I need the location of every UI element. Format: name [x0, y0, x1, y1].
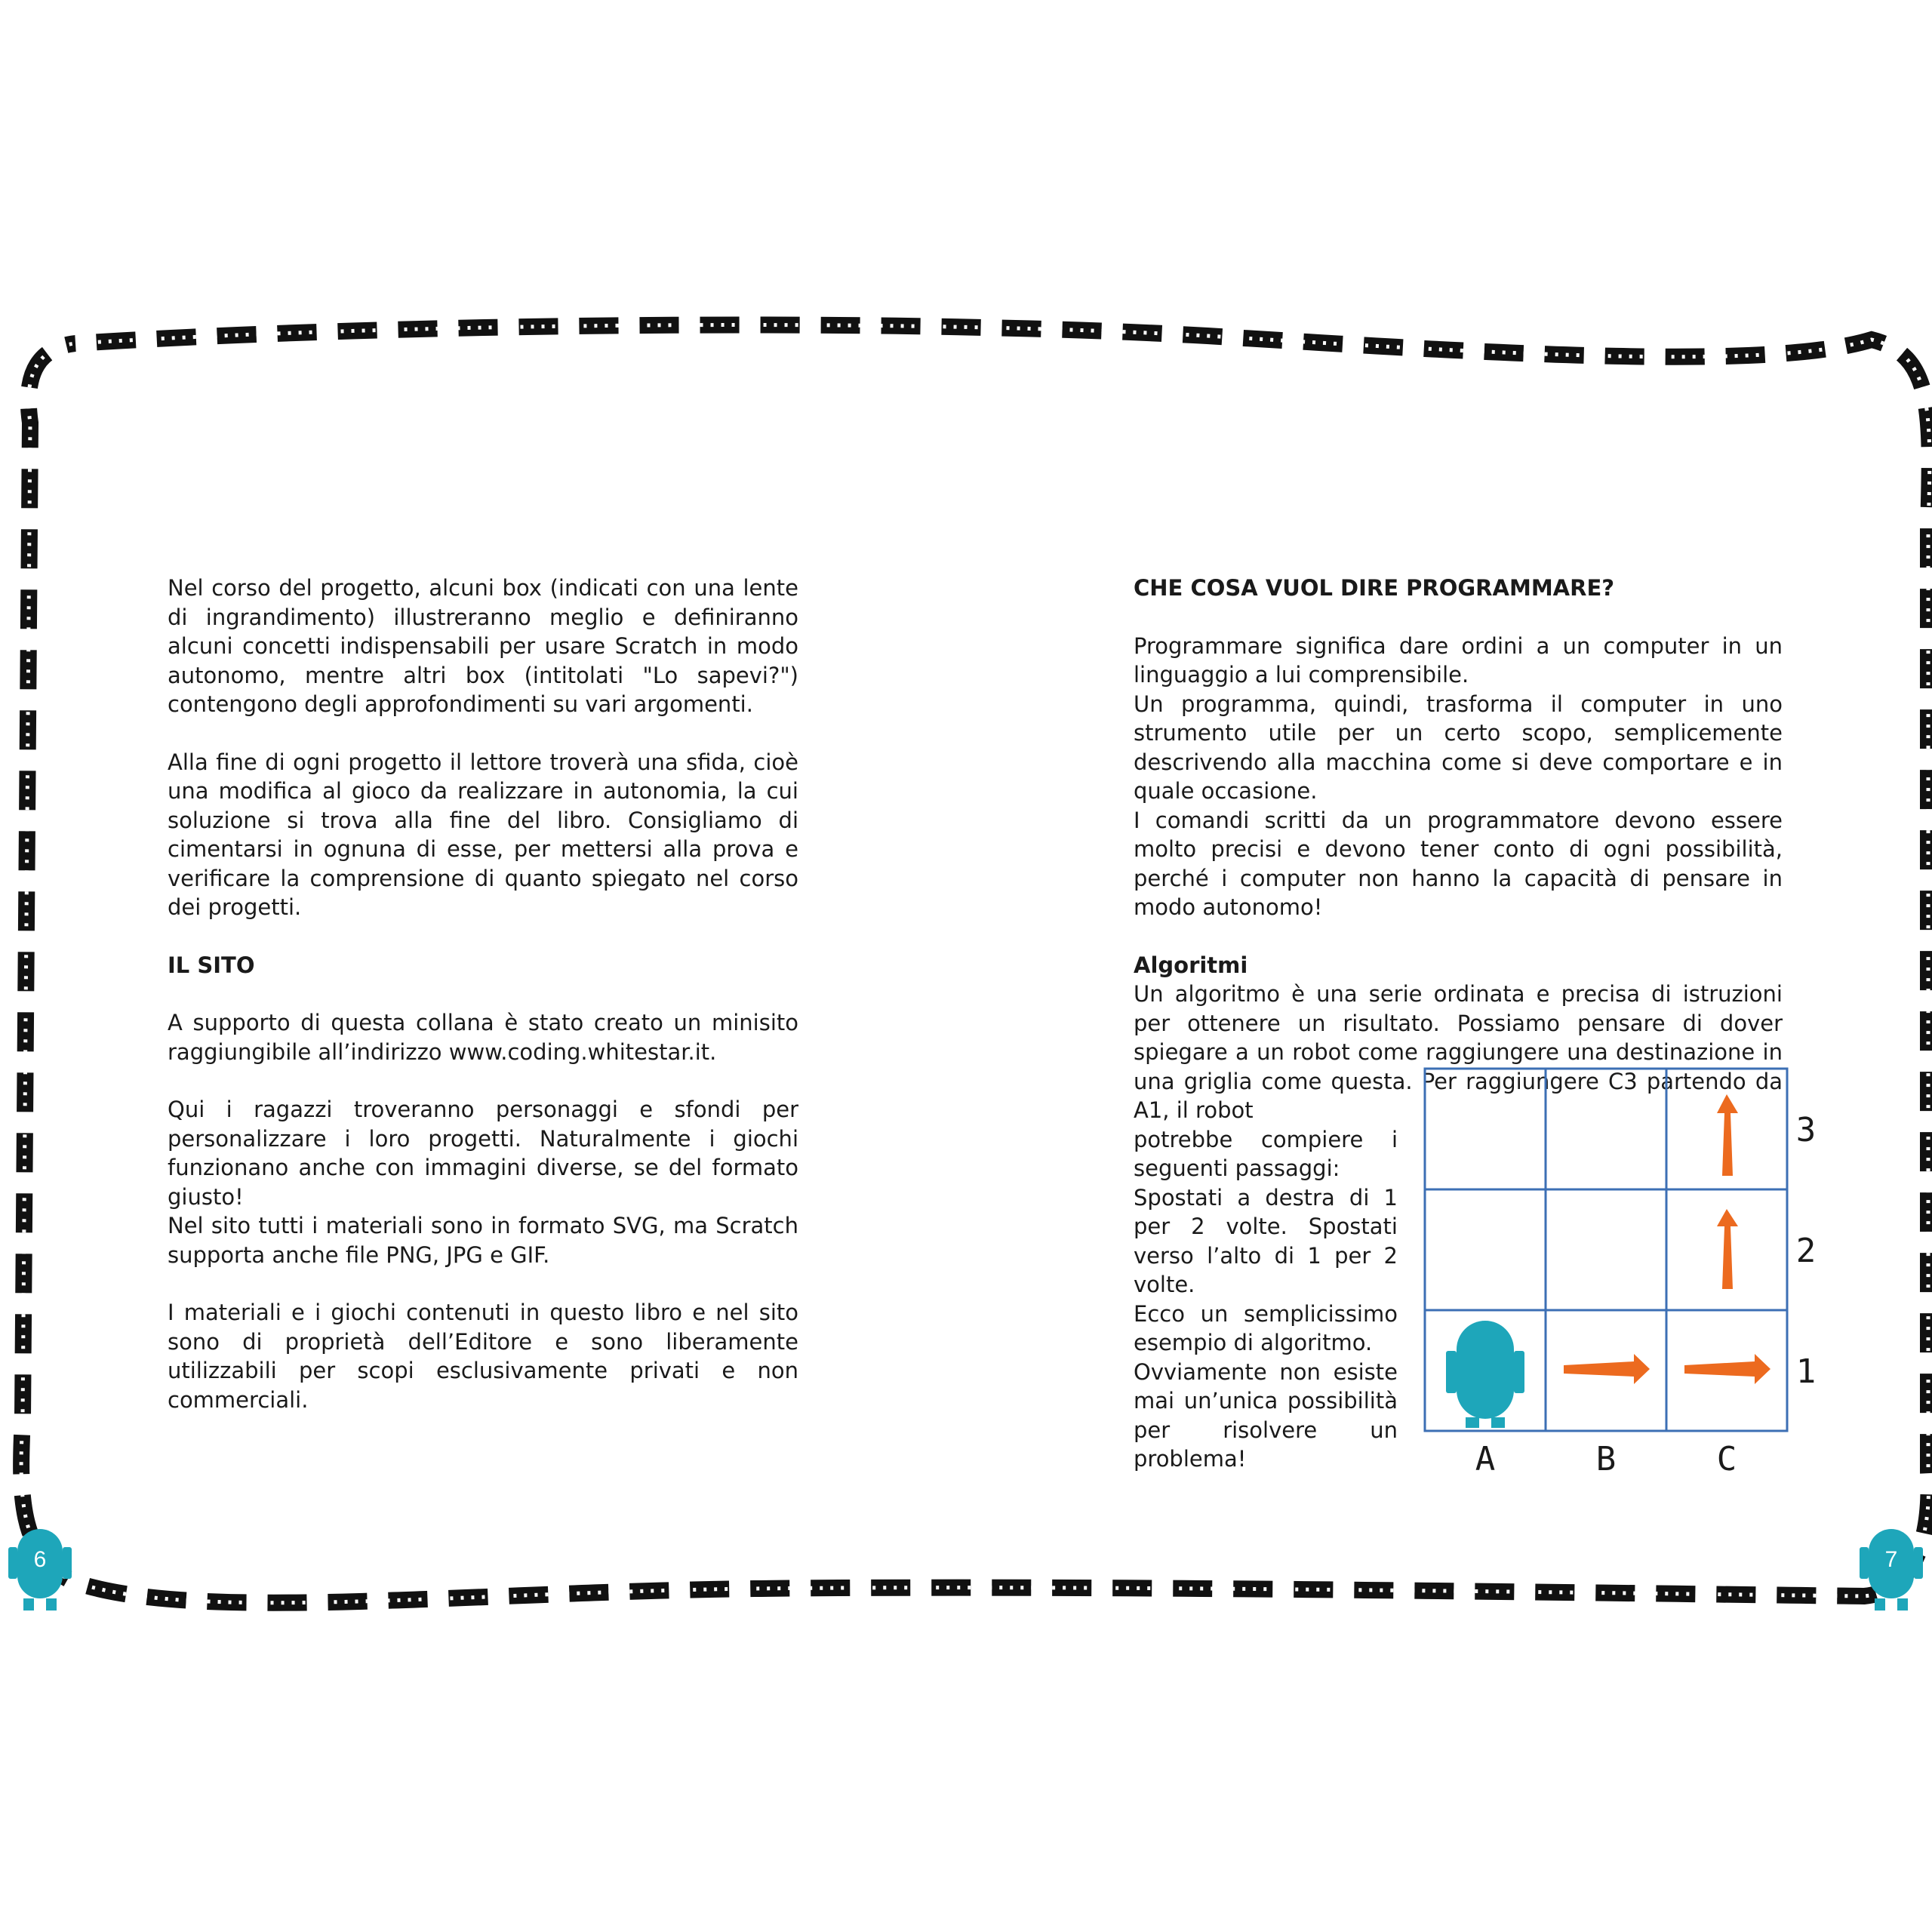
- site-heading: IL SITO: [168, 952, 255, 978]
- programming-heading: CHE COSA VUOL DIRE PROGRAMMARE?: [1134, 575, 1615, 601]
- algorithms-intro: Un algoritmo è una serie ordinata e precisa di istruzioni per ottenere un risultato. Possiamo pensare di dover spiegare a un robot come raggiungere una destinazione in una griglia come questa. Per raggiungere C3 partendo da A1, il robot: [1134, 981, 1783, 1123]
- arrow-right-icon: [1684, 1354, 1770, 1384]
- formats-paragraph: Nel sito tutti i materiali sono in formato SVG, ma Scratch supporta anche file PNG, JPG e GIF.: [168, 1213, 798, 1268]
- grid-column-label: C: [1716, 1440, 1737, 1478]
- algorithms-heading: Algoritmi: [1134, 952, 1248, 978]
- grid-row-label: 3: [1795, 1111, 1817, 1149]
- page-number-right: 7: [1884, 1547, 1898, 1572]
- intro-paragraph: Nel corso del progetto, alcuni box (indicati con una lente di ingrandimento) illustreranno meglio e definiranno alcuni concetti indispensabili per usare Scratch in modo autonomo, mentre altri box (intitolati "Lo sapevi?") contengono degli approfondimenti su vari argomenti.: [168, 575, 798, 717]
- programming-paragraph-1: Programmare significa dare ordini a un computer in un linguaggio a lui comprensibile.: [1134, 632, 1783, 688]
- characters-paragraph: Qui i ragazzi troveranno personaggi e sfondi per personalizzare i loro progetti. Naturalmente i giochi funzionano anche con immagini diverse, se del formato giusto!: [168, 1097, 798, 1210]
- page-number-left: 6: [33, 1547, 47, 1572]
- challenge-paragraph: Alla fine di ogni progetto il lettore troverà una sfida, cioè una modifica al gioco da realizzare in autonomia, la cui soluzione si trova alla fine del libro. Consigliamo di cimentarsi in ognuna di esse, per mettersi alla prova e verificare la comprensione di quanto spiegato nel corso dei progetti.: [168, 749, 798, 920]
- arrow-up-icon: [1717, 1209, 1738, 1289]
- copyright-paragraph: I materiali e i giochi contenuti in questo libro e nel sito sono di proprietà dell’Editore e sono liberamente utilizzabili per scopi esclusivamente privati e non commerciali.: [168, 1300, 798, 1413]
- robot-icon: [1446, 1321, 1524, 1428]
- grid-column-label: B: [1595, 1440, 1617, 1478]
- programming-paragraph-2: Un programma, quindi, trasforma il computer in uno strumento utile per un certo scopo, semplicemente descrivendo alla macchina come si deve comportare e in quale occasione.: [1134, 691, 1783, 804]
- grid-row-label: 2: [1795, 1232, 1817, 1270]
- site-paragraph: A supporto di questa collana è stato creato un minisito raggiungibile all’indirizzo www.coding.whitestar.it.: [168, 1010, 798, 1065]
- robot-grid: [1419, 1057, 1826, 1487]
- grid-row-label: 1: [1795, 1352, 1817, 1391]
- grid-column-label: A: [1475, 1440, 1496, 1478]
- algorithms-example: Ecco un semplicissimo esempio di algoritmo.: [1134, 1300, 1398, 1355]
- left-page-column: [168, 574, 798, 1414]
- programming-paragraph-3: I comandi scritti da un programmatore devono essere molto precisi e devono tener conto di ogni possibilità, perché i computer non hanno la capacità di pensare in modo autonomo!: [1134, 807, 1783, 920]
- arrow-up-icon: [1717, 1094, 1738, 1176]
- arrow-right-icon: [1564, 1354, 1650, 1384]
- algorithms-steps: Spostati a destra di 1 per 2 volte. Spostati verso l’alto di 1 per 2 volte.: [1134, 1184, 1398, 1297]
- algorithms-step-intro: potrebbe compiere i seguenti passaggi:: [1134, 1126, 1398, 1181]
- algorithms-note: Ovviamente non esiste mai un’unica possibilità per risolvere un problema!: [1134, 1358, 1398, 1472]
